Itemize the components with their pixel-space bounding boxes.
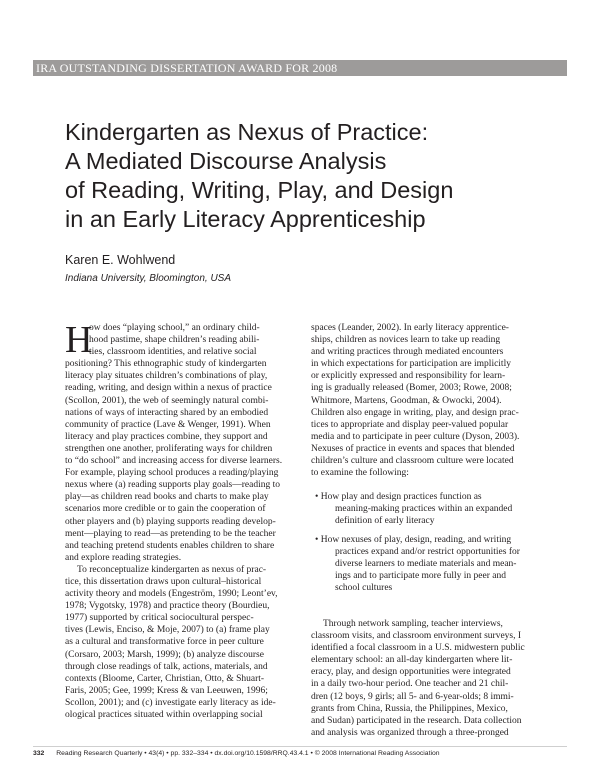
title-line: of Reading, Writing, Play, and Design: [65, 177, 454, 203]
text-line: tives (Lewis, Enciso, & Moje, 2007) to (a) frame play: [65, 625, 270, 636]
text-line: For example, playing school produces a reading/playing: [65, 468, 279, 479]
text-line: school cultures: [335, 582, 393, 593]
footer-citation: Reading Research Quarterly • 43(4) • pp. 332–334 • dx.doi.org/10.1598/RRQ.43.4.1 • © 2008 International Reading Association: [56, 750, 440, 757]
text-line: spaces (Leander, 2002). In early literacy apprentice-: [311, 323, 509, 333]
right-column: [311, 322, 543, 739]
text-line: in a daily two-hour period. One teacher and 21 chil-: [311, 679, 509, 690]
text-line: tice, this dissertation draws upon cultural–historical: [65, 576, 262, 587]
text-line: scenarios more credible or to gain the cooperation of: [65, 504, 266, 515]
text-line: positioning? This ethnographic study of kindergarten: [65, 359, 267, 370]
text-line: nexus where (a) reading supports play goals—reading to: [65, 480, 281, 491]
text-line: children’s culture and classroom culture were located: [311, 456, 514, 467]
title-line: Kindergarten as Nexus of Practice:: [65, 119, 429, 145]
text-line: meaning-making practices within an expanded: [335, 504, 513, 515]
text-line: to examine the following:: [311, 468, 409, 479]
bullet-item: • How play and design practices function as: [315, 492, 482, 503]
text-line: Through network sampling, teacher interviews,: [323, 618, 503, 629]
text-line: activity theory and models (Engeström, 1990; Leont’ev,: [65, 589, 278, 600]
text-line: To reconceptualize kindergarten as nexus of prac-: [77, 564, 267, 575]
award-banner: IRA OUTSTANDING DISSERTATION AWARD FOR 2008: [33, 60, 567, 76]
author-affiliation: Indiana University, Bloomington, USA: [65, 273, 232, 284]
text-line: and Sudan) participated in the research. Data collection: [311, 715, 522, 726]
text-line: other players and (b) playing supports reading develop-: [65, 516, 276, 527]
text-line: ment—playing to read—as pretending to be the teacher: [65, 528, 276, 539]
drop-cap: H: [65, 319, 93, 361]
text-line: and teaching pretend students enables children to share: [65, 540, 275, 551]
text-line: hood pastime, shape children’s reading abili-: [89, 335, 260, 346]
text-line: and explore reading strategies.: [65, 552, 182, 563]
text-line: in which expectations for participation are implicitly: [311, 359, 511, 370]
text-line: ships, children as novices learn to take up reading: [311, 335, 501, 346]
text-line: ties, classroom identities, and relative social: [89, 347, 257, 358]
text-line: to “do school” and increasing access for diverse learners.: [65, 456, 283, 467]
spacer: [311, 479, 543, 491]
text-line: diverse learners to mediate materials and mean-: [335, 558, 517, 569]
text-line: Nexuses of practice in events and spaces that blended: [311, 443, 515, 454]
text-line: Scollon, 2001); and (c) investigate early literacy as ide-: [65, 697, 276, 708]
author-name: Karen E. Wohlwend: [65, 253, 176, 267]
text-line: reading, writing, and design within a nexus of practice: [65, 383, 272, 394]
text-line: 1977) supported by critical sociocultural perspec-: [65, 613, 254, 624]
text-line: Whitmore, Martens, Goodman, & Owocki, 2004).: [311, 395, 502, 406]
text-line: ing is gradually released (Bomer, 2003; Rowe, 2008;: [311, 383, 512, 394]
text-line: as a cultural and transformative force in peer culture: [65, 637, 264, 648]
left-column: [65, 319, 300, 721]
text-line: strengthen one another, proliferating ways for children: [65, 443, 273, 454]
text-line: literacy play situates children’s combinations of play,: [65, 371, 268, 382]
page-footer: [33, 746, 567, 757]
text-line: or explicitly expressed and responsibility for learn-: [311, 371, 506, 382]
text-line: nations of ways of interacting shared by an embodied: [65, 407, 269, 418]
text-line: grants from China, Russia, the Philippines, Mexico,: [311, 703, 508, 714]
text-line: and analysis was organized through a three-pronged: [311, 727, 509, 738]
text-line: identified a focal classroom in a U.S. midwestern public: [311, 643, 525, 654]
text-line: elementary school: an all-day kindergarten where lit-: [311, 655, 513, 666]
text-line: play—as children read books and charts to make play: [65, 492, 269, 503]
text-line: ings and to participate more fully in peer and: [335, 570, 506, 581]
text-line: (Scollon, 2001), the web of seemingly natural combi-: [65, 395, 269, 406]
text-line: ow does “playing school,” an ordinary child-: [89, 323, 260, 333]
text-line: through close readings of talk, actions, materials, and: [65, 661, 268, 672]
bullet-mark: •: [315, 534, 321, 545]
text-line: ological practices situated within overlapping social: [65, 710, 263, 720]
article-title: [65, 118, 565, 234]
spacer: [311, 594, 543, 618]
text-line: community of practice (Lave & Wenger, 1991). When: [65, 419, 271, 430]
text-line: (Corsaro, 2003; Marsh, 1999); (b) analyze discourse: [65, 649, 264, 660]
text-line: practices expand and/or restrict opportunities for: [335, 546, 520, 557]
text-line: Children also engage in writing, play, and design prac-: [311, 407, 519, 418]
text-line: dren (12 boys, 9 girls; all 5- and 6-year-olds; 8 immi-: [311, 691, 514, 702]
text-line: tices to appropriate and display peer-valued popular: [311, 419, 509, 430]
text-line: contexts (Bloome, Carter, Christian, Otto, & Shuart-: [65, 673, 265, 684]
bullet-mark: •: [315, 492, 321, 503]
text-line: eracy, play, and design opportunities were integrated: [311, 667, 511, 678]
text-line: definition of early literacy: [335, 516, 435, 527]
text-line: classroom visits, and classroom environment surveys, I: [311, 631, 522, 642]
text-line: 1978; Vygotsky, 1978) and practice theory (Bourdieu,: [65, 601, 270, 612]
page-number: 332: [33, 750, 45, 757]
text-line: and writing practices through mediated encounters: [311, 347, 504, 358]
title-line: A Mediated Discourse Analysis: [65, 148, 387, 174]
text-line: literacy and play practices combine, they support and: [65, 431, 268, 442]
title-line: in an Early Literacy Apprenticeship: [65, 206, 426, 232]
text-line: Faris, 2005; Gee, 1999; Kress & van Leeuwen, 1996;: [65, 685, 268, 696]
bullet-item: • How nexuses of play, design, reading, and writing: [315, 534, 512, 545]
text-line: media and to participate in peer culture (Dyson, 2003).: [311, 431, 520, 442]
